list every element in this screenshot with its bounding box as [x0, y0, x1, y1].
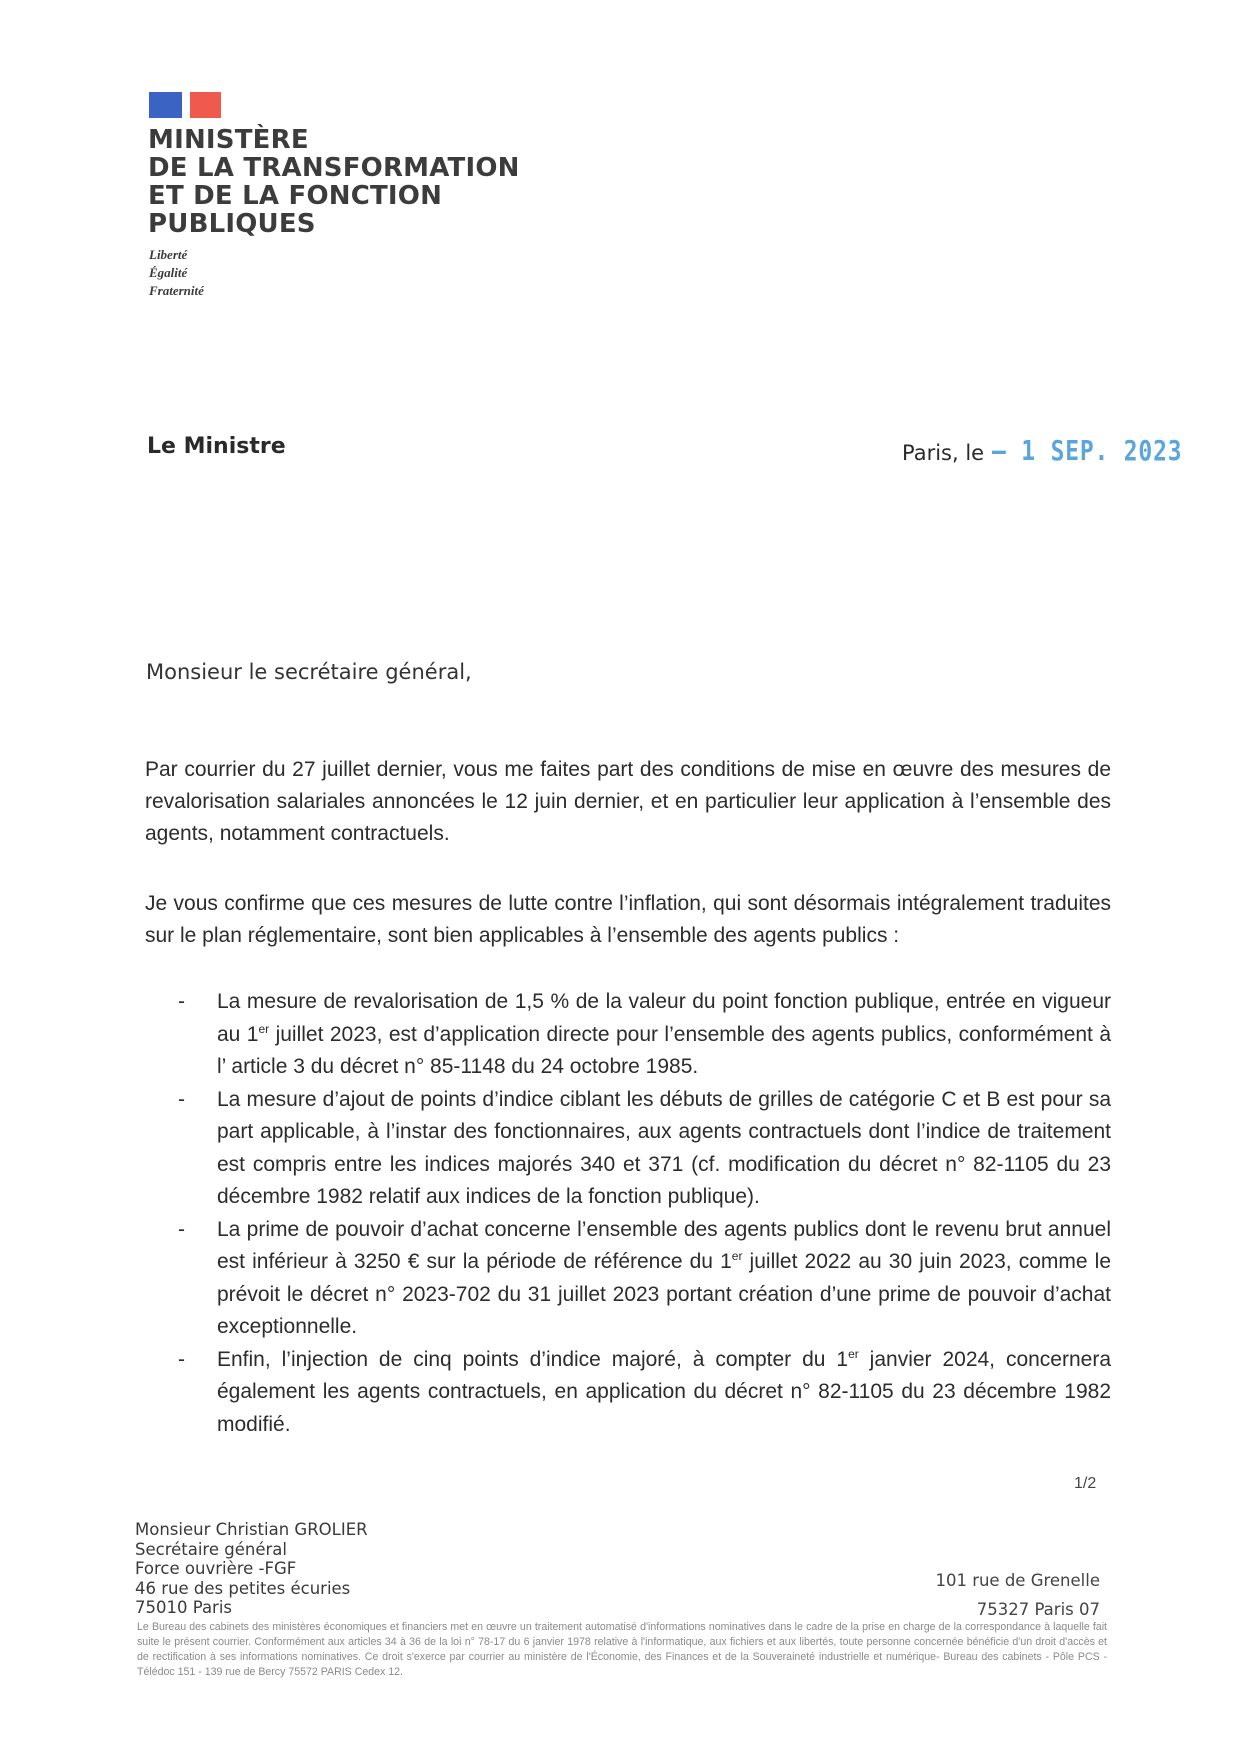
list-item — [145, 986, 1111, 1084]
measures-list — [145, 986, 1111, 1441]
motto-line: Liberté — [149, 247, 188, 262]
bullet-dash: - — [178, 1087, 185, 1111]
bullet-dash: - — [178, 1217, 185, 1241]
recipient-address — [135, 1520, 368, 1618]
republic-motto — [149, 246, 204, 300]
bullet-dash: - — [178, 1347, 185, 1371]
sender-title: Le Ministre — [147, 434, 286, 459]
ministry-name — [148, 126, 520, 238]
page-number: 1/2 — [1074, 1475, 1097, 1492]
date-line — [902, 434, 1224, 467]
ministry-line: MINISTÈRE — [148, 125, 309, 155]
body-paragraph: Par courrier du 27 juillet dernier, vous me faites part des conditions de mise en œuvre des mesures de revalorisation salariales annoncées le 12 juin dernier, et en particulier leur application à l’ensemble des agents, notamment contractuels. — [145, 758, 1111, 845]
text-segment: janvier 2024, concernera également les agents contractuels, en application du décret n° 82-1105 du 23 décembre 1982 modifié. — [217, 1347, 1112, 1436]
superscript: er — [258, 1021, 270, 1036]
text-segment: La prime de pouvoir d’achat concerne l’ensemble des agents publics dont le revenu brut annuel est inférieur à 3250 € sur la période de référence du 1 — [217, 1217, 1111, 1273]
flag-white-band — [182, 92, 190, 118]
ministry-line: DE LA TRANSFORMATION — [148, 153, 520, 183]
text-segment: Enfin, l’injection de cinq points d’indice majoré, à compter du 1 — [217, 1347, 849, 1371]
place-prefix: Paris, le — [902, 441, 985, 465]
list-item-text — [217, 1344, 1111, 1442]
address-line: 75327 Paris 07 — [976, 1600, 1100, 1619]
text-segment: La mesure de revalorisation de 1,5 % de la valeur du point fonction publique, entrée en vigueur au 1 — [217, 990, 1111, 1046]
text-segment: juillet 2022 au 30 juin 2023, comme le prévoit le décret n° 2023-702 du 31 juillet 2023 portant création d’une prime de pouvoir d’achat exceptionnelle. — [217, 1250, 1111, 1338]
address-line: 101 rue de Grenelle — [935, 1571, 1100, 1590]
list-item-text — [217, 986, 1111, 1084]
salutation: Monsieur le secrétaire général, — [146, 660, 472, 684]
motto-line: Égalité — [149, 265, 188, 280]
body-paragraph: Je vous confirme que ces mesures de lutte contre l’inflation, qui sont désormais intégralement traduites sur le plan réglementaire, sont bien applicables à l’ensemble des agents publics : — [145, 892, 1111, 947]
list-item — [145, 1214, 1111, 1344]
flag-red-band — [190, 92, 221, 118]
list-item-text — [217, 1214, 1111, 1344]
ministry-line: PUBLIQUES — [148, 209, 316, 239]
text-segment: La mesure d’ajout de points d’indice ciblant les débuts de grilles de catégorie C et B est pour sa part applicable, à l’instar des fonctionnaires, aux agents contractuels dont l’indice de traitement est compris entre les indices majorés 340 et 371 (cf. modification du décret n° 82-1105 du 23 décembre 1982 relatif aux indices de la fonction publique). — [217, 1087, 1111, 1208]
flag-blue-band — [149, 92, 182, 118]
recipient-line: Monsieur Christian GROLIER — [135, 1520, 368, 1539]
recipient-line: Secrétaire général — [135, 1539, 287, 1559]
recipient-line: 46 rue des petites écuries — [135, 1578, 351, 1598]
motto-line: Fraternité — [149, 283, 204, 298]
legal-notice: Le Bureau des cabinets des ministères économiques et financiers met en œuvre un traitement automatisé d'informations nominatives dans le cadre de la prise en charge de la correspondance à laquelle fait suite le présent courrier. Conformément aux articles 34 à 36 de la loi n° 78-17 du 6 janvier 1978 relative à l'informatique, aux fichiers et aux libertés, toute personne concernée bénéficie d'un droit d'accès et de rectification à ses informations nominatives. Ce droit s'exerce par courrier au ministère de l'Économie, des Finances et de la Souveraineté industrielle et numérique- Bureau des cabinets - Pôle PCS - Télédoc 151 - 139 rue de Bercy 75572 PARIS Cedex 12. — [137, 1621, 1107, 1678]
superscript: er — [848, 1346, 859, 1361]
recipient-line: Force ouvrière -FGF — [135, 1559, 297, 1578]
list-item — [145, 1344, 1111, 1442]
bullet-dash: - — [178, 990, 185, 1013]
list-item — [145, 1084, 1111, 1214]
superscript: er — [731, 1249, 743, 1263]
recipient-line: 75010 Paris — [135, 1598, 233, 1617]
ministry-line: ET DE LA FONCTION — [148, 181, 443, 211]
ministry-address — [900, 1566, 1100, 1624]
list-item-text — [217, 1084, 1111, 1214]
marianne-flag-logo-icon — [149, 92, 221, 118]
text-segment: juillet 2023, est d’application directe pour l’ensemble des agents publics, conformément à l’ article 3 du décret n° 85-1148 du 24 octobre 1985. — [217, 1022, 1112, 1078]
date-stamp: – 1 SEP. 2023 — [992, 434, 1183, 467]
